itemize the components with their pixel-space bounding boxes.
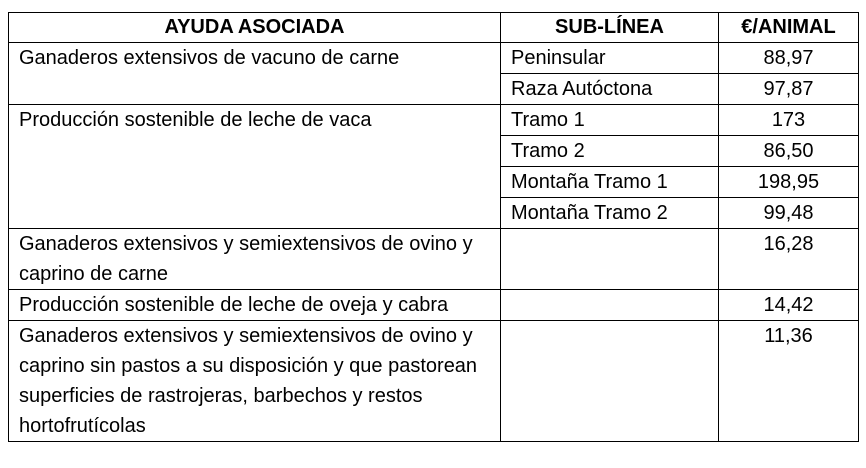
table-row xyxy=(9,105,859,136)
table-header-row xyxy=(9,13,859,43)
table-row xyxy=(9,321,859,442)
aid-cell: Ganaderos extensivos y semiextensivos de ovino y caprino sin pastos a su disposición y que pastorean superficies de rastrojeras, barbechos y restos hortofrutícolas xyxy=(9,321,501,442)
aid-cell: Ganaderos extensivos de vacuno de carne xyxy=(9,43,501,105)
sub-line-cell: Tramo 2 xyxy=(501,136,719,167)
sub-line-cell: Peninsular xyxy=(501,43,719,74)
value-cell: 173 xyxy=(719,105,859,136)
value-cell: 198,95 xyxy=(719,167,859,198)
header-aid: AYUDA ASOCIADA xyxy=(9,13,501,43)
sub-line-cell xyxy=(501,290,719,321)
sub-line-cell: Montaña Tramo 1 xyxy=(501,167,719,198)
table-row xyxy=(9,290,859,321)
value-cell: 86,50 xyxy=(719,136,859,167)
sub-line-cell: Tramo 1 xyxy=(501,105,719,136)
table-row xyxy=(9,229,859,290)
sub-line-cell: Montaña Tramo 2 xyxy=(501,198,719,229)
value-cell: 88,97 xyxy=(719,43,859,74)
value-cell: 11,36 xyxy=(719,321,859,442)
value-cell: 14,42 xyxy=(719,290,859,321)
aid-cell: Ganaderos extensivos y semiextensivos de ovino y caprino de carne xyxy=(9,229,501,290)
sub-line-cell xyxy=(501,229,719,290)
aid-cell: Producción sostenible de leche de vaca xyxy=(9,105,501,229)
aid-table xyxy=(8,12,859,442)
aid-cell: Producción sostenible de leche de oveja y cabra xyxy=(9,290,501,321)
header-sub-line: SUB-LÍNEA xyxy=(501,13,719,43)
sub-line-cell: Raza Autóctona xyxy=(501,74,719,105)
value-cell: 97,87 xyxy=(719,74,859,105)
sub-line-cell xyxy=(501,321,719,442)
value-cell: 16,28 xyxy=(719,229,859,290)
table-row xyxy=(9,43,859,74)
header-euro-per-animal: €/ANIMAL xyxy=(719,13,859,43)
value-cell: 99,48 xyxy=(719,198,859,229)
